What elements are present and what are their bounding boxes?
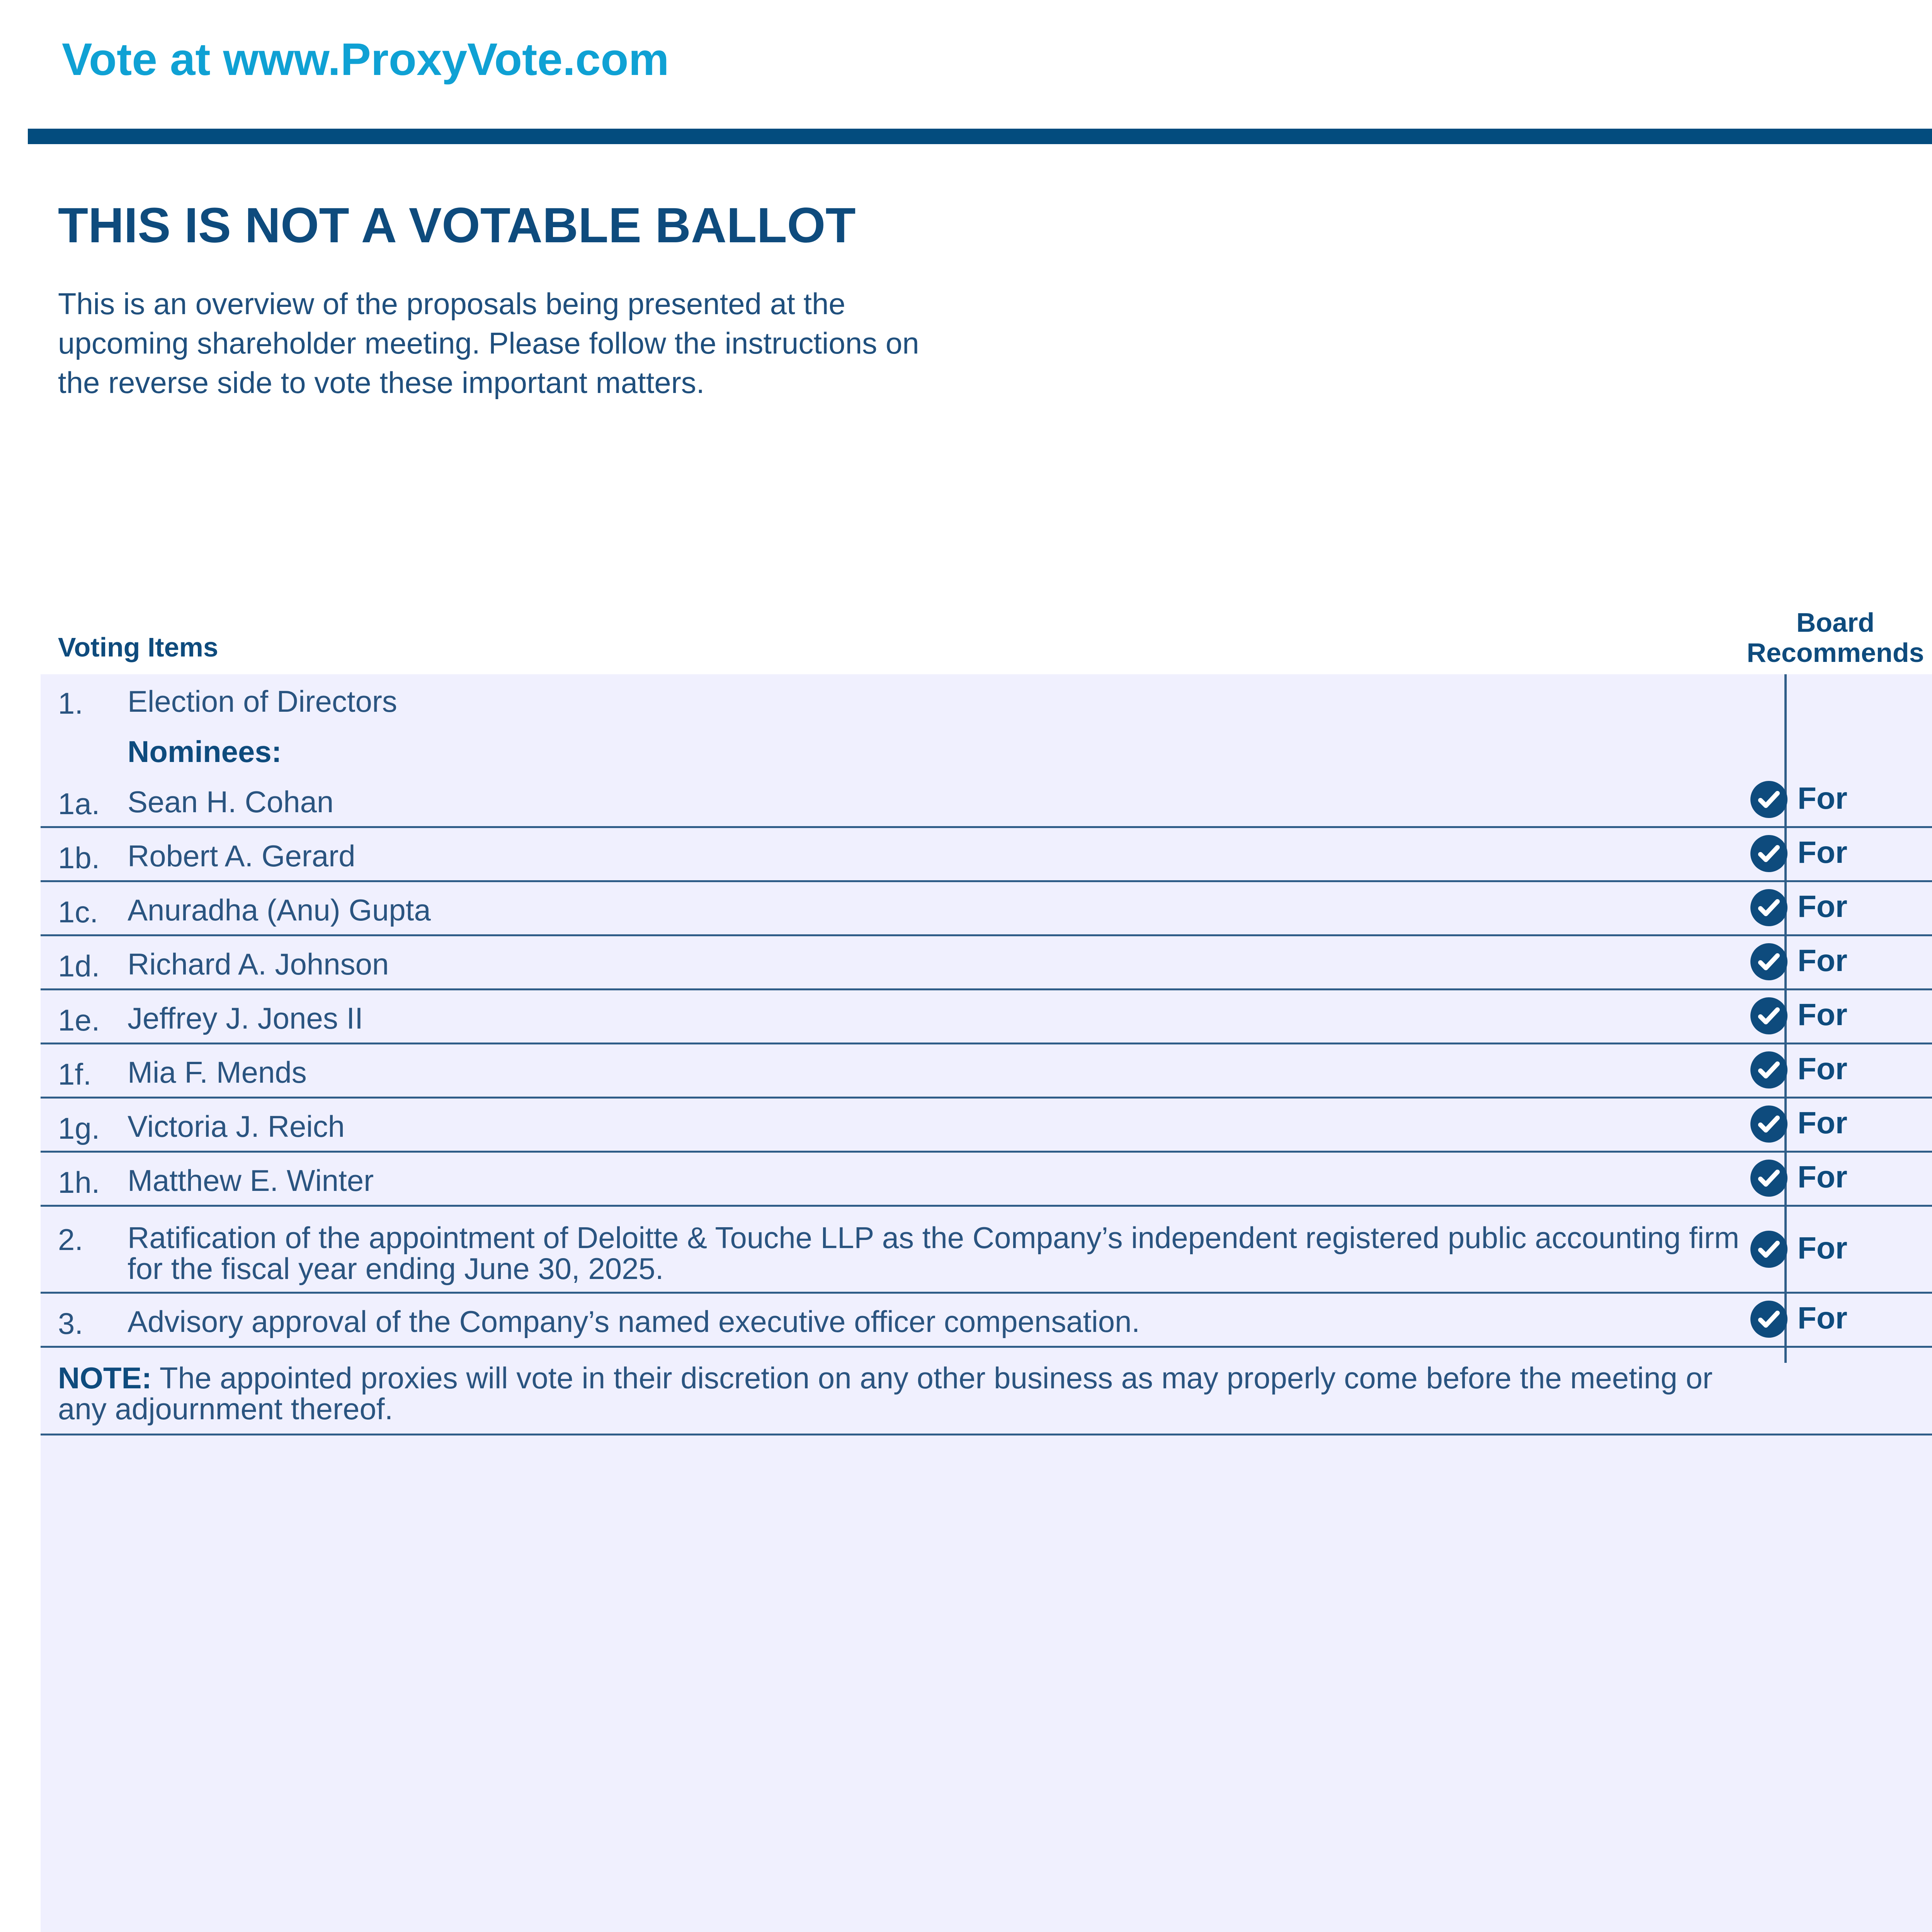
recommendation-label: For xyxy=(1798,997,1847,1032)
nominee-name: Richard A. Johnson xyxy=(128,947,389,981)
check-circle-icon xyxy=(1750,889,1787,926)
nominee-name: Robert A. Gerard xyxy=(128,839,355,873)
check-circle-icon xyxy=(1750,943,1787,980)
note-text: The appointed proxies will vote in their discretion on any other business as may properly come before the meeting or any adjournment thereof. xyxy=(58,1361,1713,1426)
check-circle-icon xyxy=(1750,997,1787,1034)
recommendation-label: For xyxy=(1798,943,1847,978)
check-circle-icon xyxy=(1750,1051,1787,1088)
check-circle-icon xyxy=(1750,835,1787,872)
item-number: 1f. xyxy=(58,1057,92,1091)
nominee-row xyxy=(41,936,1932,990)
nominee-row xyxy=(41,990,1932,1044)
item-text: Advisory approval of the Company’s named executive officer compensation. xyxy=(128,1304,1140,1338)
nominee-row xyxy=(41,882,1932,936)
nominees-label-row xyxy=(41,724,1932,774)
item-number: 1a. xyxy=(58,787,100,821)
nominee-row xyxy=(41,1153,1932,1207)
check-circle-icon xyxy=(1750,1105,1787,1143)
nominee-name: Sean H. Cohan xyxy=(128,785,334,819)
recommendation-label: For xyxy=(1798,781,1847,815)
item-text: Election of Directors xyxy=(128,684,397,718)
board-recommends-header: Board Recommends xyxy=(1747,607,1924,668)
nominee-name: Anuradha (Anu) Gupta xyxy=(128,893,431,927)
recommendation-label: For xyxy=(1798,1160,1847,1194)
voting-items-panel xyxy=(41,674,1932,1932)
item-number: 1c. xyxy=(58,895,99,929)
header-divider xyxy=(28,129,1932,144)
recommendation-label: For xyxy=(1798,835,1847,869)
nominee-row xyxy=(41,774,1932,828)
item-number: 1h. xyxy=(58,1165,100,1199)
item-number: 1b. xyxy=(58,841,100,875)
check-circle-icon xyxy=(1750,1231,1787,1268)
nominee-row xyxy=(41,1044,1932,1099)
proposal-row-2 xyxy=(41,1207,1932,1294)
check-circle-icon xyxy=(1750,1301,1787,1338)
item-text: Ratification of the appointment of Deloitte & Touche LLP as the Company’s independent registered public accounting firm for the fiscal year ending June 30, 2025. xyxy=(128,1221,1740,1286)
intro-paragraph: This is an overview of the proposals being presented at the upcoming shareholder meeting. Please follow the instructions on the reverse side to vote these important matters. xyxy=(58,287,919,400)
item-number: 1d. xyxy=(58,949,100,983)
nominee-name: Matthew E. Winter xyxy=(128,1163,374,1197)
nominee-name: Jeffrey J. Jones II xyxy=(128,1001,363,1035)
proposal-row-1 xyxy=(41,674,1932,724)
note-label: NOTE: xyxy=(58,1361,152,1395)
recommendation-label: For xyxy=(1798,1051,1847,1086)
vote-at-proxyvote-link[interactable]: Vote at www.ProxyVote.com xyxy=(62,34,669,85)
check-circle-icon xyxy=(1750,781,1787,818)
recommendation-label: For xyxy=(1798,889,1847,923)
item-number: 1g. xyxy=(58,1111,100,1145)
note-row xyxy=(41,1348,1932,1435)
nominee-row xyxy=(41,1099,1932,1153)
item-number: 1e. xyxy=(58,1003,100,1037)
page-title: THIS IS NOT A VOTABLE BALLOT xyxy=(58,198,856,253)
proposal-row-3 xyxy=(41,1294,1932,1348)
recommendation-label: For xyxy=(1798,1301,1847,1335)
check-circle-icon xyxy=(1750,1160,1787,1197)
item-number: 1. xyxy=(58,686,83,720)
voting-items-header: Voting Items xyxy=(58,632,218,662)
recommendation-label: For xyxy=(1798,1105,1847,1140)
nominee-name: Victoria J. Reich xyxy=(128,1109,345,1143)
nominee-row xyxy=(41,828,1932,882)
recommendation-label: For xyxy=(1798,1231,1847,1265)
item-number: 3. xyxy=(58,1306,83,1340)
note xyxy=(58,1362,1758,1424)
item-number: 2. xyxy=(58,1223,83,1257)
nominee-name: Mia F. Mends xyxy=(128,1055,307,1089)
nominees-label: Nominees: xyxy=(128,735,282,769)
